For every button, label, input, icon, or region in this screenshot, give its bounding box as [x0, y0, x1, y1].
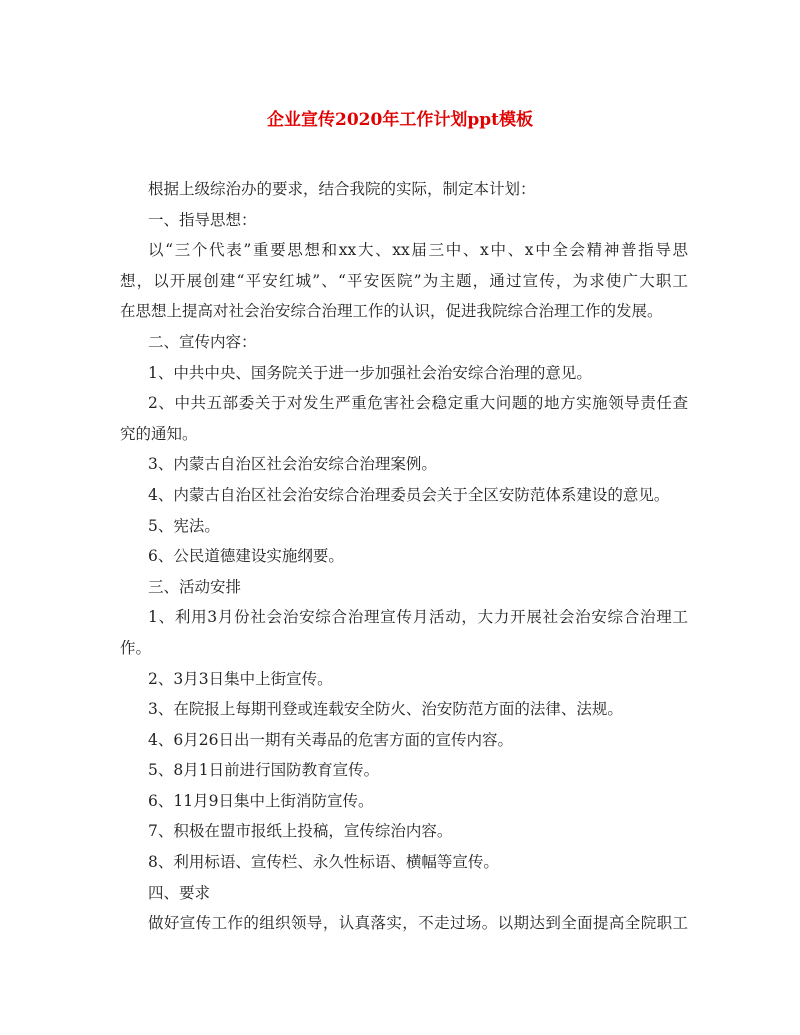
list-item: 3、在院报上每期刊登或连载安全防火、治安防范方面的法律、法规。: [148, 700, 623, 719]
list-item: 2、中共五部委关于对发生严重危害社会稳定重大问题的地方实施领导责任查: [148, 394, 688, 413]
list-item: 8、利用标语、宣传栏、永久性标语、横幅等宣传。: [148, 853, 499, 872]
document-body: [120, 174, 688, 939]
list-item: 3、内蒙古自治区社会治安综合治理案例。: [148, 455, 437, 474]
section-heading-guiding-thought: 一、指导思想：: [148, 210, 257, 229]
list-item: 6、11月9日集中上街消防宣传。: [148, 791, 374, 810]
section-heading-requirements: 四、要求: [148, 883, 211, 902]
list-item: 4、6月26日出一期有关毒品的危害方面的宣传内容。: [148, 730, 513, 749]
list-item: 5、宪法。: [148, 516, 220, 535]
document-title: 企业宣传2020年工作计划ppt模板: [267, 110, 533, 130]
list-item: 7、积极在盟市报纸上投稿，宣传综治内容。: [148, 822, 453, 841]
list-item-continuation: 究的通知。: [120, 424, 198, 443]
list-item: 5、8月1日前进行国防教育宣传。: [148, 761, 380, 780]
list-item: 6、公民道德建设实施纲要。: [148, 547, 344, 566]
list-item: 4、内蒙古自治区社会治安综合治理委员会关于全区安防范体系建设的意见。: [148, 485, 670, 504]
list-item: 1、中共中央、国务院关于进一步加强社会治安综合治理的意见。: [148, 363, 592, 382]
paragraph-line: 做好宣传工作的组织领导，认真落实，不走过场。以期达到全面提高全院职工: [148, 914, 688, 933]
section-heading-content: 二、宣传内容：: [148, 332, 257, 351]
paragraph-line: 想，以开展创建“平安红城”、“平安医院”为主题，通过宣传，为求使广大职工: [120, 271, 688, 290]
list-item: 2、3月3日集中上街宣传。: [148, 669, 333, 688]
list-item-continuation: 作。: [120, 638, 152, 657]
paragraph-line: 在思想上提高对社会治安综合治理工作的认识，促进我院综合治理工作的发展。: [120, 302, 663, 321]
section-heading-activities: 三、活动安排: [148, 577, 242, 596]
paragraph-line: 以“三个代表”重要思想和xx大、xx届三中、x中、x中全会精神普指导思: [148, 241, 688, 260]
paragraph-intro: 根据上级综治办的要求，结合我院的实际，制定本计划：: [148, 180, 536, 198]
list-item: 1、利用3月份社会治安综合治理宣传月活动，大力开展社会治安综合治理工: [148, 608, 688, 627]
